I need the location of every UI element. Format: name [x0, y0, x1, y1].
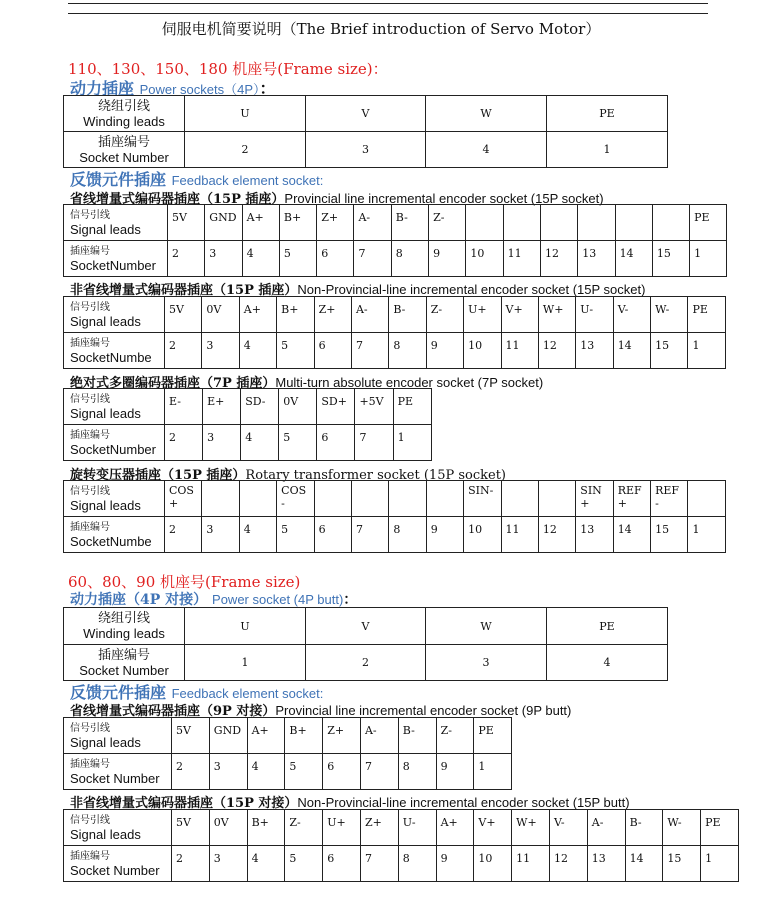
- cell-line: [692, 484, 724, 497]
- table-cell: PE: [701, 810, 739, 846]
- table-cell: Z+: [323, 718, 361, 754]
- table-cell: 11: [512, 846, 550, 882]
- cell-line: +: [580, 497, 590, 510]
- label-en: SocketNumbe: [70, 534, 152, 549]
- label-en: Signal leads: [70, 406, 141, 421]
- table-cell: 7: [360, 846, 398, 882]
- table-cell: B-: [391, 205, 428, 241]
- table-cell: [464, 481, 501, 517]
- table-cell: 6: [314, 333, 351, 369]
- table-cell: 6: [317, 241, 354, 277]
- table-cell: 5: [277, 333, 314, 369]
- table-row: [64, 425, 432, 461]
- table-cell: +5V: [355, 389, 393, 425]
- cell-line: [543, 484, 575, 497]
- cell-line: [393, 484, 425, 497]
- table-cell: 12: [549, 846, 587, 882]
- heading-en: Non-Provincial-line incremental encoder socket (15P socket): [297, 282, 646, 297]
- table-cell: U: [185, 608, 306, 645]
- table-cell: PE: [547, 608, 668, 645]
- label-en: Socket Number: [79, 149, 169, 165]
- table-row: [64, 333, 726, 369]
- table-cell: PE: [474, 718, 512, 754]
- row-label: [64, 608, 185, 645]
- table-cell: 6: [314, 517, 351, 553]
- label-en: SocketNumber: [70, 258, 156, 273]
- feedback-heading-en: Feedback element socket:: [171, 173, 324, 188]
- power-socket-heading-zh: 动力插座（4P 对接）: [70, 592, 208, 608]
- table-cell: 0V: [202, 297, 239, 333]
- encoder-table-9p-butt: [63, 717, 512, 790]
- label-zh: 插座编号: [70, 759, 110, 770]
- table-row: [64, 132, 668, 168]
- table-row: [64, 517, 726, 553]
- table-cell: 10: [466, 241, 503, 277]
- table-cell: [540, 205, 577, 241]
- table-cell: A+: [242, 205, 279, 241]
- label-zh: 绕组引线: [97, 98, 150, 114]
- table-row: [64, 608, 668, 645]
- table-cell: V-: [549, 810, 587, 846]
- cell-line: [206, 484, 238, 497]
- table-cell: 2: [165, 517, 202, 553]
- table-cell: 1: [474, 754, 512, 790]
- table-cell: 5V: [168, 205, 205, 241]
- row-label: [64, 425, 165, 461]
- table-cell: 3: [426, 645, 547, 681]
- table-cell: 7: [351, 517, 388, 553]
- table-cell: U+: [464, 297, 501, 333]
- cell-line: [506, 497, 538, 510]
- row-label: [64, 132, 185, 168]
- table-cell: SD+: [317, 389, 355, 425]
- table-cell: 1: [690, 241, 727, 277]
- heading-en: Non-Provincial-line incremental encoder socket (15P butt): [297, 795, 630, 810]
- table-cell: PE: [688, 297, 725, 333]
- table-cell: [613, 481, 650, 517]
- table-cell: 5: [279, 425, 317, 461]
- table-cell: 9: [436, 754, 474, 790]
- table-cell: [652, 205, 689, 241]
- table-cell: 10: [464, 333, 501, 369]
- table-cell: 3: [306, 132, 426, 168]
- table-cell: 9: [426, 517, 463, 553]
- table-cell: 2: [172, 754, 210, 790]
- table-cell: 15: [651, 333, 688, 369]
- table-cell: 12: [540, 241, 577, 277]
- table-row: [64, 297, 726, 333]
- table-cell: A+: [436, 810, 474, 846]
- cell-line: COS: [281, 484, 307, 497]
- label-en: Signal leads: [70, 314, 141, 329]
- row-label: [64, 645, 185, 681]
- table-cell: V: [306, 96, 426, 132]
- table-cell: 9: [436, 846, 474, 882]
- table-cell: A-: [587, 810, 625, 846]
- table-cell: Z+: [317, 205, 354, 241]
- table-cell: [351, 481, 388, 517]
- table-cell: 10: [464, 517, 501, 553]
- table-cell: A-: [360, 718, 398, 754]
- power-socket-heading-en: Power socket (4P butt): [212, 592, 344, 607]
- frame-size-heading-small: 60、80、90 机座号(Frame size): [68, 573, 301, 591]
- table-cell: 5: [285, 754, 323, 790]
- cell-line: +: [169, 497, 179, 510]
- cell-line: [356, 497, 388, 510]
- table-cell: 13: [576, 517, 613, 553]
- table-cell: 9: [429, 241, 466, 277]
- row-label: [64, 517, 165, 553]
- label-zh: 信号引线: [70, 486, 110, 497]
- table-cell: GND: [209, 718, 247, 754]
- table-cell: B-: [389, 297, 426, 333]
- row-label: [64, 754, 172, 790]
- encoder-table-15p-non-provincial: [63, 296, 726, 369]
- table-cell: U+: [323, 810, 361, 846]
- table-cell: 8: [389, 517, 426, 553]
- table-cell: Z-: [426, 297, 463, 333]
- table-cell: 2: [185, 132, 306, 168]
- table-cell: 14: [613, 333, 650, 369]
- table-row: [64, 96, 668, 132]
- table-cell: 7: [351, 333, 388, 369]
- table-cell: PE: [393, 389, 431, 425]
- table-cell: 15: [652, 241, 689, 277]
- table-cell: [615, 205, 652, 241]
- table-cell: [576, 481, 613, 517]
- row-label: [64, 810, 172, 846]
- table-cell: Z-: [429, 205, 466, 241]
- table-row: [64, 205, 727, 241]
- table-cell: [202, 481, 239, 517]
- cell-line: [244, 497, 276, 510]
- cell-line: -: [281, 497, 285, 510]
- heading-zh: 省线增量式编码器插座（15P 插座）: [70, 192, 285, 207]
- label-zh: 插座编号: [70, 338, 110, 349]
- top-rule: [68, 3, 708, 4]
- table-cell: 5: [277, 517, 314, 553]
- table-cell: 8: [391, 241, 428, 277]
- label-zh: 插座编号: [70, 246, 110, 257]
- table-cell: [314, 481, 351, 517]
- table-cell: 6: [317, 425, 355, 461]
- table-cell: 5: [279, 241, 316, 277]
- table-cell: 12: [538, 333, 575, 369]
- table-cell: W+: [538, 297, 575, 333]
- table-cell: 4: [247, 754, 285, 790]
- table-cell: 4: [426, 132, 547, 168]
- table-cell: [389, 481, 426, 517]
- table-cell: 7: [354, 241, 391, 277]
- cell-line: [431, 484, 463, 497]
- label-zh: 插座编号: [70, 430, 110, 441]
- encoder-table-15p-butt: [63, 809, 739, 882]
- table-cell: 6: [323, 846, 361, 882]
- table-cell: B+: [279, 205, 316, 241]
- table-cell: Z+: [360, 810, 398, 846]
- table-cell: [651, 481, 688, 517]
- label-en: Socket Number: [70, 771, 160, 786]
- power-socket-heading-small: [70, 589, 357, 609]
- table-row: [64, 645, 668, 681]
- label-zh: 绕组引线: [97, 611, 150, 626]
- table-cell: 11: [501, 517, 538, 553]
- table-cell: 7: [360, 754, 398, 790]
- table-cell: 9: [426, 333, 463, 369]
- encoder-table-15p-provincial: [63, 204, 727, 277]
- table-cell: 12: [538, 517, 575, 553]
- cell-line: SIN: [580, 484, 602, 497]
- table-cell: 3: [203, 425, 241, 461]
- table-cell: 15: [651, 517, 688, 553]
- table-cell: Z+: [314, 297, 351, 333]
- table-cell: A-: [354, 205, 391, 241]
- table-cell: 6: [323, 754, 361, 790]
- label-en: Socket Number: [70, 863, 160, 878]
- table-cell: 5: [285, 846, 323, 882]
- row-label: [64, 96, 185, 132]
- table-row: [64, 846, 739, 882]
- cell-line: [468, 497, 500, 510]
- table-cell: PE: [547, 96, 668, 132]
- encoder-table-7p-absolute: [63, 388, 432, 461]
- table-cell: 2: [306, 645, 426, 681]
- cell-line: [543, 497, 575, 510]
- table-cell: 1: [701, 846, 739, 882]
- label-zh: 插座编号: [97, 647, 150, 663]
- table-cell: GND: [205, 205, 242, 241]
- label-en: Signal leads: [70, 735, 141, 750]
- label-en: Signal leads: [70, 827, 141, 842]
- table-row: [64, 481, 726, 517]
- table-cell: A+: [247, 718, 285, 754]
- table-cell: 5V: [172, 718, 210, 754]
- table-cell: 7: [355, 425, 393, 461]
- table-row: [64, 754, 512, 790]
- table-cell: 15: [663, 846, 701, 882]
- row-label: [64, 389, 165, 425]
- table-cell: 1: [688, 517, 725, 553]
- power-socket-heading-zh: 动力插座: [70, 79, 135, 98]
- page-title: 伺服电机简要说明（The Brief introduction of Servo Motor）: [161, 20, 601, 38]
- cell-line: [244, 484, 276, 497]
- power-socket-table-small: [63, 607, 668, 681]
- row-label: [64, 718, 172, 754]
- table-cell: [501, 481, 538, 517]
- label-zh: 信号引线: [70, 723, 110, 734]
- power-socket-heading-colon: ：: [259, 79, 276, 98]
- table-cell: [426, 481, 463, 517]
- heading-zh: 非省线增量式编码器插座（15P 对接）: [70, 796, 298, 811]
- row-label: [64, 205, 168, 241]
- table-cell: Z-: [436, 718, 474, 754]
- table-cell: 11: [503, 241, 540, 277]
- heading-en: Multi-turn absolute encoder socket (7P socket): [275, 375, 544, 390]
- table-cell: SD-: [241, 389, 279, 425]
- table-cell: 1: [185, 645, 306, 681]
- label-en: SocketNumber: [70, 442, 156, 457]
- label-en: Signal leads: [70, 222, 141, 237]
- table-cell: [239, 481, 276, 517]
- row-label: [64, 297, 165, 333]
- label-en: SocketNumbe: [70, 350, 152, 365]
- table-cell: 0V: [279, 389, 317, 425]
- table-cell: 4: [241, 425, 279, 461]
- table-cell: E-: [165, 389, 203, 425]
- table-cell: V-: [613, 297, 650, 333]
- table-cell: [277, 481, 314, 517]
- top-rule-2: [68, 13, 708, 14]
- label-en: Socket Number: [79, 662, 169, 678]
- table-cell: [466, 205, 503, 241]
- feedback-heading-zh: 反馈元件插座: [70, 170, 167, 189]
- row-label: [64, 333, 165, 369]
- table-cell: W: [426, 608, 547, 645]
- table-cell: U: [185, 96, 306, 132]
- table-cell: 1: [547, 132, 668, 168]
- table-cell: 3: [205, 241, 242, 277]
- label-en: Winding leads: [83, 113, 165, 129]
- table-cell: B+: [277, 297, 314, 333]
- table-cell: 8: [398, 846, 436, 882]
- table-row: [64, 718, 512, 754]
- row-label: [64, 481, 165, 517]
- power-socket-heading-colon: ：: [343, 592, 358, 608]
- table-cell: V+: [501, 297, 538, 333]
- frame-size-heading-large: 110、130、150、180 机座号(Frame size)：: [68, 60, 388, 78]
- cell-line: [506, 484, 538, 497]
- cell-line: [431, 497, 463, 510]
- table-row: [64, 389, 432, 425]
- table-cell: 4: [547, 645, 668, 681]
- table-cell: E+: [203, 389, 241, 425]
- table-cell: 1: [688, 333, 725, 369]
- row-label: [64, 846, 172, 882]
- table-cell: U-: [398, 810, 436, 846]
- table-cell: 10: [474, 846, 512, 882]
- cell-line: COS: [169, 484, 194, 497]
- cell-line: [692, 497, 724, 510]
- table-cell: 2: [165, 333, 202, 369]
- table-cell: 3: [202, 333, 239, 369]
- table-cell: 14: [615, 241, 652, 277]
- feedback-heading-zh: 反馈元件插座: [70, 683, 167, 702]
- label-en: Signal leads: [70, 498, 141, 513]
- heading-en: Provincial line incremental encoder socket (15P socket): [284, 191, 604, 206]
- cell-line: REF: [655, 484, 680, 497]
- table-cell: 14: [613, 517, 650, 553]
- table-cell: 8: [398, 754, 436, 790]
- table-cell: [165, 481, 202, 517]
- label-zh: 信号引线: [70, 815, 110, 826]
- table-cell: Z-: [285, 810, 323, 846]
- cell-line: [319, 497, 351, 510]
- cell-line: +: [617, 497, 627, 510]
- table-cell: [503, 205, 540, 241]
- table-cell: U-: [576, 297, 613, 333]
- table-cell: 2: [165, 425, 203, 461]
- cell-line: [393, 497, 425, 510]
- heading-zh: 旋转变压器插座（15P 插座）: [70, 468, 246, 483]
- table-cell: [578, 205, 615, 241]
- table-cell: V+: [474, 810, 512, 846]
- row-label: [64, 241, 168, 277]
- label-en: Winding leads: [83, 626, 165, 641]
- label-zh: 插座编号: [97, 134, 150, 150]
- table-cell: W-: [651, 297, 688, 333]
- table-cell: 2: [172, 846, 210, 882]
- label-zh: 插座编号: [70, 522, 110, 533]
- table-cell: 13: [587, 846, 625, 882]
- label-zh: 插座编号: [70, 851, 110, 862]
- heading-zh: 非省线增量式编码器插座（15P 插座）: [70, 283, 298, 298]
- heading-en: Provincial line incremental encoder socket (9P butt): [275, 703, 572, 718]
- table-cell: 3: [209, 846, 247, 882]
- table-cell: W: [426, 96, 547, 132]
- table-cell: W+: [512, 810, 550, 846]
- cell-line: [356, 484, 388, 497]
- table-row: [64, 810, 739, 846]
- table-cell: 13: [576, 333, 613, 369]
- table-cell: 4: [247, 846, 285, 882]
- table-cell: 0V: [209, 810, 247, 846]
- power-socket-table-large: [63, 95, 668, 168]
- encoder-table-rotary-transformer: [63, 480, 726, 553]
- cell-line: -: [655, 497, 659, 510]
- table-cell: PE: [690, 205, 727, 241]
- label-zh: 信号引线: [70, 394, 110, 405]
- table-cell: 5V: [172, 810, 210, 846]
- table-cell: [688, 481, 725, 517]
- table-cell: 2: [168, 241, 205, 277]
- cell-line: SIN-: [468, 484, 494, 497]
- table-cell: B+: [247, 810, 285, 846]
- table-cell: A+: [239, 297, 276, 333]
- table-cell: 13: [578, 241, 615, 277]
- table-cell: 5V: [165, 297, 202, 333]
- table-cell: W-: [663, 810, 701, 846]
- heading-zh: 省线增量式编码器插座（9P 对接）: [70, 704, 276, 719]
- table-cell: B-: [398, 718, 436, 754]
- label-zh: 信号引线: [70, 210, 110, 221]
- table-cell: 8: [389, 333, 426, 369]
- cell-line: [319, 484, 351, 497]
- table-cell: B-: [625, 810, 663, 846]
- table-cell: [538, 481, 575, 517]
- table-row: [64, 241, 727, 277]
- table-cell: V: [306, 608, 426, 645]
- table-cell: 4: [242, 241, 279, 277]
- table-cell: B+: [285, 718, 323, 754]
- cell-line: [206, 497, 238, 510]
- table-cell: 11: [501, 333, 538, 369]
- table-cell: A-: [351, 297, 388, 333]
- feedback-heading-large: [70, 167, 323, 190]
- table-cell: 1: [393, 425, 431, 461]
- feedback-heading-en: Feedback element socket:: [171, 686, 324, 701]
- table-cell: 14: [625, 846, 663, 882]
- heading-en: Rotary transformer socket (15P socket): [245, 468, 506, 483]
- label-zh: 信号引线: [70, 302, 110, 313]
- cell-line: REF: [617, 484, 642, 497]
- power-socket-heading-en: Power sockets（4P）: [139, 82, 260, 97]
- table-cell: 3: [209, 754, 247, 790]
- table-cell: 4: [239, 517, 276, 553]
- table-cell: 3: [202, 517, 239, 553]
- table-cell: 4: [239, 333, 276, 369]
- heading-zh: 绝对式多圈编码器插座（7P 插座）: [70, 376, 276, 391]
